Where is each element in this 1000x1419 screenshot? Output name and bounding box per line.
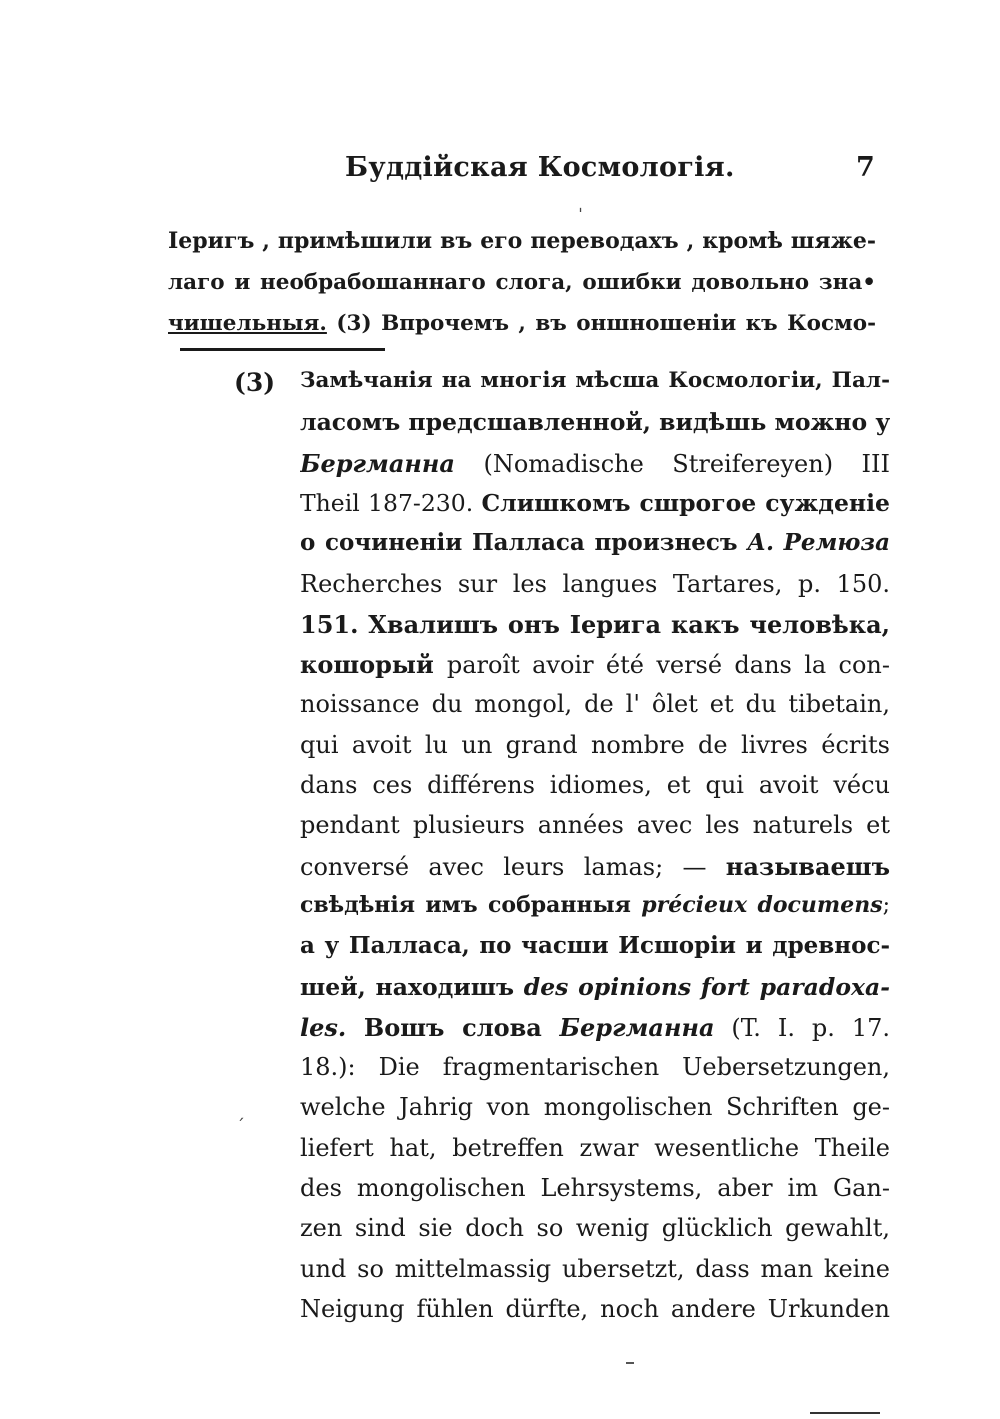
footnote-line <box>300 1013 890 1042</box>
page-number: 7 <box>856 152 875 183</box>
footnote-line <box>300 650 890 679</box>
footnote-line <box>300 1255 890 1283</box>
footnote-text-run: 18.): Die fragmentarischen Uebersetzungen, <box>300 1053 890 1081</box>
body-line-1: Іеригъ , примѣшили въ его переводахъ , кромѣ шяже- <box>168 228 876 254</box>
footnote-text-run: Recherches sur les langues Tartares, p. 150. <box>300 570 890 598</box>
footnote-text-run: Слишкомъ сшрогое сужденіе <box>481 489 890 517</box>
footnote-text-run: о сочиненіи Палласа произнесъ <box>300 529 748 556</box>
footnote-line <box>300 1174 890 1202</box>
footnote-text-run: Бергманна <box>300 449 455 478</box>
footnote-text-run: А. Ремюза <box>747 529 890 556</box>
footnote-text-run: Neigung fühlen dürfte, noch andere Urkunden <box>300 1295 890 1323</box>
footnote-line <box>300 892 890 918</box>
stray-mark: ˌ <box>578 194 583 215</box>
footnote-line <box>300 570 890 598</box>
footnote-line <box>300 731 890 759</box>
footnote-line <box>300 408 890 436</box>
footnote-text-run: (T. I. p. 17. <box>714 1014 890 1042</box>
footnote-line <box>300 529 890 556</box>
footnote-text-run: 151. Хвалишъ онъ Іерига какъ человѣка, <box>300 610 890 639</box>
footnote-text-run: кошорый <box>300 650 447 679</box>
footnote-text-run: und so mittelmassig ubersetzt, dass man keine <box>300 1255 890 1283</box>
footnote-separator <box>180 348 385 351</box>
footnote-line <box>300 771 890 799</box>
body-line-3: чишельныя. (3) Впрочемъ , въ оншношеніи къ Космо- <box>168 311 876 336</box>
stray-mark: ˊ <box>236 1116 245 1137</box>
footnote-line <box>300 811 890 839</box>
footnote-line <box>300 932 890 959</box>
footnote-text-run: (Nomadische Streifereyen) III <box>454 450 890 478</box>
footnote-text-run: liefert hat, betreffen zwar wesentliche Theile <box>300 1134 890 1162</box>
footnote-marker: (3) <box>234 368 276 397</box>
footnote-text-run: conversé avec leurs lamas; — <box>300 853 726 881</box>
footnote-text-run: называешъ <box>725 852 890 881</box>
footnote-line <box>300 852 890 881</box>
footnote-text-run: Theil 187-230. <box>300 489 482 517</box>
footnote-line <box>300 973 890 1001</box>
footnote-line <box>300 449 890 478</box>
footnote-line <box>300 1295 890 1323</box>
footnote-text-run: ласомъ предсшавленной, видѣшь можно у <box>300 408 890 436</box>
footnote-text-run: des opinions fort paradoxa- <box>523 973 890 1001</box>
body-line-2: лаго и необрабошаннаго слога, ошибки довольно зна• <box>168 270 876 295</box>
stray-dash <box>626 1362 634 1364</box>
footnote-text-run: qui avoit lu un grand nombre de livres écrits <box>300 731 890 759</box>
footnote-text-run: шей, находишъ <box>300 973 524 1001</box>
footnote-text-run: précieux documens <box>641 892 883 918</box>
footnote-text-run: noissance du mongol, de l' ôlet et du tibetain, <box>300 690 890 718</box>
footnote-line <box>300 1093 890 1121</box>
footnote-text-run: paroît avoir été versé dans la con- <box>446 651 890 679</box>
footnote-line <box>300 368 890 393</box>
footnote-line <box>300 690 890 718</box>
footnote-text-run: а у Палласа, по часши Исшоріи и древнос- <box>300 932 890 959</box>
footnote-text-run: dans ces différens idiomes, et qui avoit vécu <box>300 771 890 799</box>
running-header: Буддійская Космологія. <box>345 152 735 183</box>
footnote-line <box>300 1053 890 1081</box>
footnote-line <box>300 1134 890 1162</box>
scan-edge-mark <box>810 1412 880 1414</box>
footnote-text-run: Вошъ слова <box>346 1013 560 1042</box>
footnote-text-run: les. <box>300 1013 347 1042</box>
footnote-text-run: ; <box>882 893 890 918</box>
footnote-text-run: Бергманна <box>559 1013 715 1042</box>
footnote-text-run: свѣдѣнія имъ собранныя <box>300 892 642 918</box>
footnote-line <box>300 1214 890 1242</box>
footnote-text-run: zen sind sie doch so wenig glücklich gewahlt, <box>300 1214 890 1242</box>
footnote-text-run: pendant plusieurs années avec les naturels et <box>300 811 890 839</box>
footnote-line <box>300 489 890 517</box>
footnote-text-run: Замѣчанія на многія мѣсша Космологіи, Пал- <box>300 368 890 393</box>
footnote-text-run: welche Jahrig von mongolischen Schriften ge- <box>300 1093 890 1121</box>
footnote-line <box>300 610 890 639</box>
footnote-text-run: des mongolischen Lehrsystems, aber im Gan- <box>300 1174 890 1202</box>
